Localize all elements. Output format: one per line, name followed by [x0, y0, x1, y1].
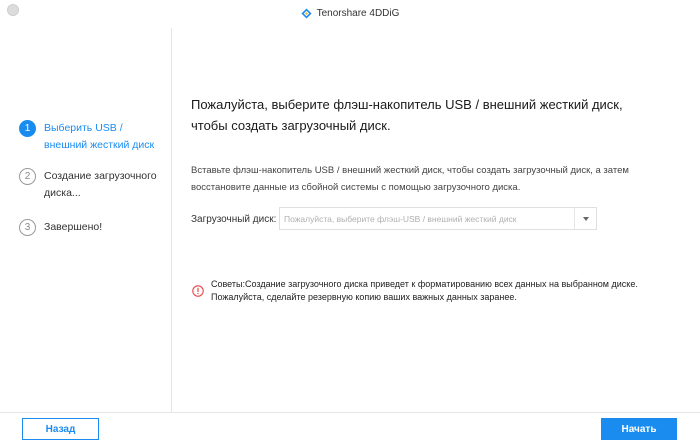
steps-sidebar	[0, 28, 172, 412]
title-bar	[0, 0, 700, 28]
chevron-down-icon	[583, 217, 589, 221]
window-title	[0, 8, 700, 19]
start-button[interactable]: Начать	[601, 418, 677, 440]
tip-line-2: Пожалуйста, сделайте резервную копию ваших важных данных заранее.	[211, 291, 517, 302]
dropdown-toggle[interactable]	[574, 208, 596, 229]
boot-disk-select-placeholder: Пожалуйста, выберите флэш-USB / внешний жесткий диск	[284, 213, 517, 224]
step-create-boot-disk	[19, 168, 164, 202]
step-label: Завершено!	[44, 221, 103, 233]
step-label: Выберить USB / внешний жесткий диск	[44, 122, 155, 151]
tip-text	[211, 278, 651, 303]
main-content	[173, 28, 700, 412]
page-heading: Пожалуйста, выберите флэш-накопитель USB / внешний жесткий диск, чтобы создать загрузочный диск.	[191, 97, 623, 133]
step-label: Создание загрузочного диска...	[44, 170, 157, 199]
window-title-text: Tenorshare 4DDiG	[316, 8, 400, 19]
step-number: 3	[19, 219, 36, 236]
boot-disk-label: Загрузочный диск:	[191, 214, 277, 225]
back-button[interactable]: Назад	[22, 418, 99, 440]
step-number: 2	[19, 168, 36, 185]
tip-notice	[192, 278, 651, 303]
4ddig-logo-icon	[301, 8, 312, 19]
step-number: 1	[19, 120, 36, 137]
step-finished	[19, 219, 164, 236]
boot-disk-select[interactable]	[279, 207, 597, 230]
tip-line-1: Советы:Создание загрузочного диска приведет к форматированию всех данных на выбранном диске.	[211, 279, 638, 289]
page-description: Вставьте флэш-накопитель USB / внешний жесткий диск, чтобы создать загрузочный диск, а затем восстановите данные из сбойной системы с помощью загрузочного диска.	[191, 165, 629, 193]
footer-bar	[0, 412, 700, 445]
step-select-usb	[19, 120, 164, 154]
warning-icon	[192, 285, 204, 297]
